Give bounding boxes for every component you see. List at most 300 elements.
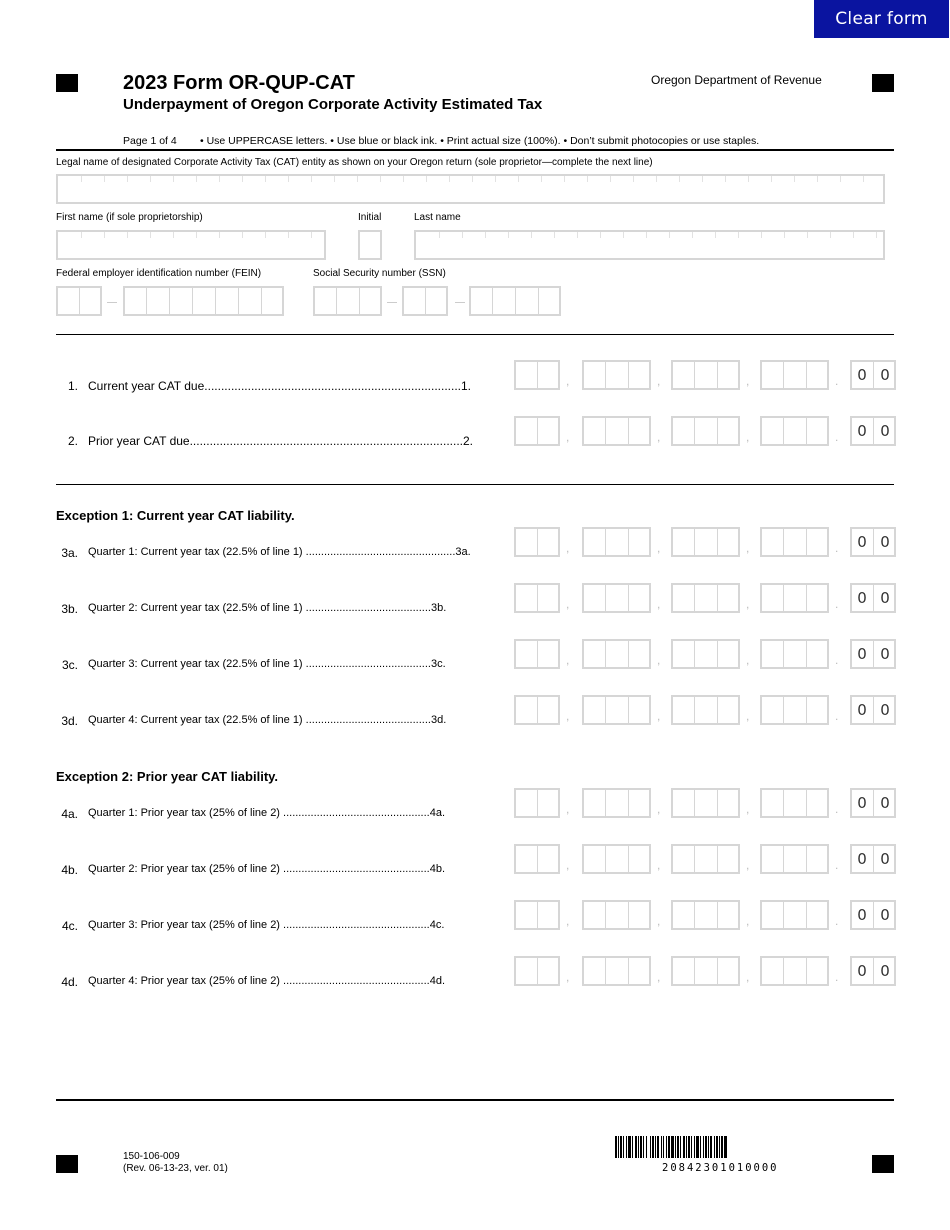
field-tick xyxy=(288,176,289,182)
thousands-separator: , xyxy=(657,802,661,816)
barcode-bar xyxy=(703,1136,704,1158)
digit-separator xyxy=(537,697,538,723)
barcode-bar xyxy=(680,1136,681,1158)
digit-group[interactable] xyxy=(123,286,284,316)
field-tick xyxy=(830,232,831,238)
divider xyxy=(56,334,894,335)
cents-digit: 0 xyxy=(857,366,867,384)
exception-1-heading: Exception 1: Current year CAT liability. xyxy=(56,508,295,523)
amount-digit-group[interactable] xyxy=(760,583,829,613)
amount-cents xyxy=(850,695,896,725)
amount-cents xyxy=(850,360,896,390)
barcode-bar xyxy=(700,1136,701,1158)
field-tick xyxy=(646,232,647,238)
legal-name-label: Legal name of designated Corporate Activity Tax (CAT) entity as shown on your Oregon return (sole proprietor—complete the next line) xyxy=(56,157,653,168)
barcode-bar xyxy=(623,1136,624,1158)
amount-digit-group[interactable] xyxy=(671,360,740,390)
thousands-separator: , xyxy=(657,970,661,984)
line-2-label: Prior year CAT due..................................................................................2. xyxy=(88,434,473,448)
amount-digit-group[interactable] xyxy=(582,639,651,669)
amount-digit-group[interactable] xyxy=(760,695,829,725)
digit-separator xyxy=(605,846,606,872)
digit-group[interactable] xyxy=(402,286,448,316)
line-3b-number: 3b. xyxy=(61,602,78,616)
amount-digit-group[interactable] xyxy=(671,695,740,725)
amount-cents xyxy=(850,956,896,986)
form-number: 150-106-009 xyxy=(123,1151,180,1162)
field-tick xyxy=(242,232,243,238)
digit-separator xyxy=(717,418,718,444)
field-tick xyxy=(531,232,532,238)
line-3a-number: 3a. xyxy=(61,546,78,560)
ssn-label: Social Security number (SSN) xyxy=(313,268,446,279)
digit-separator xyxy=(783,697,784,723)
clear-form-button[interactable]: Clear form xyxy=(814,0,949,38)
thousands-separator: , xyxy=(657,653,661,667)
field-tick xyxy=(150,176,151,182)
field-tick xyxy=(564,176,565,182)
line-4b-label: Quarter 2: Prior year tax (25% of line 2) ................................................4b. xyxy=(88,863,446,875)
divider xyxy=(56,484,894,485)
digit-separator xyxy=(806,697,807,723)
barcode-bar xyxy=(657,1136,659,1158)
digit-separator xyxy=(873,958,874,984)
barcode-bar xyxy=(646,1136,647,1158)
field-tick xyxy=(508,232,509,238)
field-tick xyxy=(127,176,128,182)
field-tick xyxy=(196,176,197,182)
digit-group[interactable] xyxy=(56,286,102,316)
line-2-number: 2. xyxy=(67,434,78,448)
digit-separator xyxy=(717,585,718,611)
field-tick xyxy=(485,232,486,238)
fein-label: Federal employer identification number (FEIN) xyxy=(56,268,262,279)
digit-separator xyxy=(806,418,807,444)
field-tick xyxy=(633,176,634,182)
amount-digit-group[interactable] xyxy=(582,527,651,557)
barcode-bar xyxy=(640,1136,642,1158)
digit-separator xyxy=(192,288,193,314)
cents-digit: 0 xyxy=(857,850,867,868)
field-tick xyxy=(669,232,670,238)
amount-digit-group[interactable] xyxy=(582,360,651,390)
field-tick xyxy=(541,176,542,182)
thousands-separator: , xyxy=(746,709,750,723)
amount-digit-group[interactable] xyxy=(582,844,651,874)
amount-digit-group[interactable] xyxy=(582,788,651,818)
field-tick xyxy=(439,232,440,238)
digit-separator xyxy=(605,790,606,816)
amount-cents xyxy=(850,900,896,930)
cents-digit: 0 xyxy=(880,533,890,551)
amount-cents xyxy=(850,583,896,613)
digit-separator xyxy=(605,529,606,555)
divider xyxy=(56,149,894,151)
thousands-separator: , xyxy=(746,802,750,816)
digit-separator xyxy=(694,418,695,444)
digit-separator xyxy=(261,288,262,314)
field-tick xyxy=(311,232,312,238)
field-tick xyxy=(495,176,496,182)
amount-cents xyxy=(850,416,896,446)
digit-separator xyxy=(694,958,695,984)
digit-separator xyxy=(783,958,784,984)
amount-digit-group[interactable] xyxy=(514,788,560,818)
field-tick xyxy=(196,232,197,238)
barcode-bar xyxy=(615,1136,617,1158)
digit-separator xyxy=(873,362,874,388)
digit-separator xyxy=(783,585,784,611)
amount-digit-group[interactable] xyxy=(514,360,560,390)
field-tick xyxy=(863,176,864,182)
line-1-label: Current year CAT due.............................................................................1. xyxy=(88,379,471,393)
digit-separator xyxy=(873,846,874,872)
initial-label: Initial xyxy=(358,212,382,223)
field-tick xyxy=(472,176,473,182)
barcode-bar xyxy=(683,1136,685,1158)
barcode-bar xyxy=(652,1136,654,1158)
barcode-bar xyxy=(626,1136,627,1158)
cents-digit: 0 xyxy=(857,533,867,551)
digit-separator xyxy=(79,288,80,314)
field-tick xyxy=(518,176,519,182)
amount-digit-group[interactable] xyxy=(760,639,829,669)
field-tick xyxy=(784,232,785,238)
field-tick xyxy=(127,232,128,238)
field-tick xyxy=(242,176,243,182)
barcode-bar xyxy=(694,1136,695,1158)
barcode-bar xyxy=(635,1136,637,1158)
digit-separator xyxy=(873,585,874,611)
amount-digit-group[interactable] xyxy=(760,527,829,557)
line-4a-number: 4a. xyxy=(61,807,78,821)
thousands-separator: , xyxy=(746,653,750,667)
field-tick xyxy=(219,232,220,238)
form-revision: (Rev. 06-13-23, ver. 01) xyxy=(123,1163,228,1174)
digit-separator xyxy=(694,362,695,388)
digit-separator xyxy=(806,902,807,928)
field-tick xyxy=(265,232,266,238)
amount-digit-group[interactable] xyxy=(760,900,829,930)
amount-digit-group[interactable] xyxy=(514,527,560,557)
amount-digit-group[interactable] xyxy=(514,900,560,930)
registration-mark-top-right xyxy=(872,74,894,92)
amount-digit-group[interactable] xyxy=(582,900,651,930)
barcode-bar xyxy=(716,1136,718,1158)
field-tick xyxy=(679,176,680,182)
amount-digit-group[interactable] xyxy=(671,844,740,874)
digit-separator xyxy=(717,846,718,872)
page-info: Page 1 of 4 xyxy=(123,135,177,147)
amount-digit-group[interactable] xyxy=(514,416,560,446)
digit-separator xyxy=(806,585,807,611)
field-tick xyxy=(173,176,174,182)
digit-separator xyxy=(717,902,718,928)
cents-digit: 0 xyxy=(880,701,890,719)
digit-group[interactable] xyxy=(313,286,382,316)
barcode-bar xyxy=(671,1136,674,1158)
dash xyxy=(107,302,117,303)
digit-separator xyxy=(628,790,629,816)
thousands-separator: , xyxy=(657,709,661,723)
initial-field[interactable] xyxy=(358,230,382,260)
digit-separator xyxy=(537,362,538,388)
digit-separator xyxy=(717,790,718,816)
digit-separator xyxy=(537,846,538,872)
field-tick xyxy=(876,232,877,238)
dash xyxy=(455,302,465,303)
digit-group[interactable] xyxy=(469,286,561,316)
amount-digit-group[interactable] xyxy=(514,583,560,613)
amount-digit-group[interactable] xyxy=(671,416,740,446)
amount-digit-group[interactable] xyxy=(760,844,829,874)
dash xyxy=(387,302,397,303)
thousands-separator: , xyxy=(566,374,570,388)
field-tick xyxy=(104,176,105,182)
amount-digit-group[interactable] xyxy=(760,360,829,390)
digit-separator xyxy=(628,958,629,984)
field-tick xyxy=(748,176,749,182)
thousands-separator: , xyxy=(746,858,750,872)
digit-separator xyxy=(605,958,606,984)
amount-digit-group[interactable] xyxy=(582,416,651,446)
amount-digit-group[interactable] xyxy=(671,583,740,613)
thousands-separator: , xyxy=(657,597,661,611)
barcode-bar xyxy=(688,1136,690,1158)
digit-separator xyxy=(425,288,426,314)
line-1-number: 1. xyxy=(67,379,78,393)
digit-separator xyxy=(694,902,695,928)
thousands-separator: , xyxy=(566,802,570,816)
field-tick xyxy=(311,176,312,182)
registration-mark-top-left xyxy=(56,74,78,92)
barcode-bar xyxy=(668,1136,670,1158)
amount-digit-group[interactable] xyxy=(760,956,829,986)
field-tick xyxy=(265,176,266,182)
field-tick xyxy=(853,232,854,238)
barcode-bar xyxy=(708,1136,709,1158)
divider xyxy=(56,1099,894,1101)
agency-name: Oregon Department of Revenue xyxy=(651,73,822,87)
digit-separator xyxy=(694,529,695,555)
barcode-bar xyxy=(628,1136,631,1158)
digit-separator xyxy=(169,288,170,314)
last-name-label: Last name xyxy=(414,212,461,223)
thousands-separator: , xyxy=(657,430,661,444)
digit-separator xyxy=(537,418,538,444)
thousands-separator: , xyxy=(657,914,661,928)
cents-digit: 0 xyxy=(857,962,867,980)
digit-separator xyxy=(783,362,784,388)
digit-separator xyxy=(783,846,784,872)
thousands-separator: , xyxy=(657,374,661,388)
field-tick xyxy=(587,176,588,182)
digit-separator xyxy=(806,362,807,388)
barcode-bar xyxy=(666,1136,667,1158)
legal-name-field[interactable] xyxy=(56,174,885,204)
cents-digit: 0 xyxy=(880,645,890,663)
thousands-separator: , xyxy=(657,858,661,872)
digit-separator xyxy=(806,790,807,816)
digit-separator xyxy=(628,585,629,611)
digit-separator xyxy=(717,362,718,388)
digit-separator xyxy=(537,958,538,984)
field-tick xyxy=(462,232,463,238)
cents-digit: 0 xyxy=(880,366,890,384)
amount-cents xyxy=(850,639,896,669)
digit-separator xyxy=(806,641,807,667)
registration-mark-bottom-right xyxy=(872,1155,894,1173)
cents-digit: 0 xyxy=(880,962,890,980)
line-4d-label: Quarter 4: Prior year tax (25% of line 2) ................................................4d. xyxy=(88,975,446,987)
form-title: 2023 Form OR-QUP-CAT xyxy=(123,72,355,94)
amount-digit-group[interactable] xyxy=(671,639,740,669)
amount-digit-group[interactable] xyxy=(760,416,829,446)
amount-cents xyxy=(850,844,896,874)
cents-digit: 0 xyxy=(857,701,867,719)
line-4c-number: 4c. xyxy=(61,919,78,933)
amount-digit-group[interactable] xyxy=(582,695,651,725)
digit-separator xyxy=(717,529,718,555)
digit-separator xyxy=(628,529,629,555)
field-tick xyxy=(761,232,762,238)
first-name-label: First name (if sole proprietorship) xyxy=(56,212,203,223)
decimal-point: . xyxy=(835,858,839,872)
field-tick xyxy=(715,232,716,238)
thousands-separator: , xyxy=(566,541,570,555)
digit-separator xyxy=(717,958,718,984)
amount-digit-group[interactable] xyxy=(760,788,829,818)
first-name-field[interactable] xyxy=(56,230,326,260)
thousands-separator: , xyxy=(566,970,570,984)
digit-separator xyxy=(873,902,874,928)
digit-separator xyxy=(605,641,606,667)
digit-separator xyxy=(537,529,538,555)
cents-digit: 0 xyxy=(857,794,867,812)
amount-digit-group[interactable] xyxy=(514,956,560,986)
amount-digit-group[interactable] xyxy=(671,788,740,818)
thousands-separator: , xyxy=(657,541,661,555)
amount-digit-group[interactable] xyxy=(671,527,740,557)
decimal-point: . xyxy=(835,653,839,667)
amount-digit-group[interactable] xyxy=(514,695,560,725)
cents-digit: 0 xyxy=(857,645,867,663)
thousands-separator: , xyxy=(746,541,750,555)
field-tick xyxy=(288,232,289,238)
digit-separator xyxy=(628,641,629,667)
digit-separator xyxy=(537,641,538,667)
field-tick xyxy=(577,232,578,238)
barcode-bar xyxy=(724,1136,727,1158)
barcode-bar xyxy=(677,1136,679,1158)
digit-separator xyxy=(515,288,516,314)
amount-digit-group[interactable] xyxy=(671,956,740,986)
field-tick xyxy=(173,232,174,238)
digit-separator xyxy=(783,641,784,667)
digit-separator xyxy=(537,790,538,816)
barcode-bar xyxy=(632,1136,633,1158)
digit-separator xyxy=(605,902,606,928)
thousands-separator: , xyxy=(746,914,750,928)
line-4a-label: Quarter 1: Prior year tax (25% of line 2) ................................................4a. xyxy=(88,807,446,819)
amount-digit-group[interactable] xyxy=(582,956,651,986)
amount-digit-group[interactable] xyxy=(514,639,560,669)
field-tick xyxy=(600,232,601,238)
digit-separator xyxy=(783,790,784,816)
digit-separator xyxy=(359,288,360,314)
decimal-point: . xyxy=(835,914,839,928)
digit-separator xyxy=(873,418,874,444)
digit-separator xyxy=(628,362,629,388)
amount-digit-group[interactable] xyxy=(582,583,651,613)
barcode-bar xyxy=(643,1136,644,1158)
field-tick xyxy=(807,232,808,238)
amount-digit-group[interactable] xyxy=(514,844,560,874)
thousands-separator: , xyxy=(566,430,570,444)
barcode-bar xyxy=(696,1136,699,1158)
line-3d-label: Quarter 4: Current year tax (22.5% of line 1) .........................................3d. xyxy=(88,714,447,726)
digit-separator xyxy=(873,529,874,555)
digit-separator xyxy=(537,902,538,928)
field-tick xyxy=(817,176,818,182)
field-tick xyxy=(426,176,427,182)
digit-separator xyxy=(783,529,784,555)
line-3c-label: Quarter 3: Current year tax (22.5% of line 1) .........................................3c. xyxy=(88,658,446,670)
decimal-point: . xyxy=(835,802,839,816)
cents-digit: 0 xyxy=(880,589,890,607)
digit-separator xyxy=(605,585,606,611)
digit-separator xyxy=(806,846,807,872)
digit-separator xyxy=(717,697,718,723)
barcode-bar xyxy=(686,1136,687,1158)
field-tick xyxy=(554,232,555,238)
amount-digit-group[interactable] xyxy=(671,900,740,930)
thousands-separator: , xyxy=(566,858,570,872)
digit-separator xyxy=(717,641,718,667)
thousands-separator: , xyxy=(746,970,750,984)
digit-separator xyxy=(694,790,695,816)
last-name-field[interactable] xyxy=(414,230,885,260)
exception-2-heading: Exception 2: Prior year CAT liability. xyxy=(56,769,279,784)
field-tick xyxy=(81,176,82,182)
field-tick xyxy=(219,176,220,182)
barcode-bar xyxy=(618,1136,619,1158)
digit-separator xyxy=(146,288,147,314)
barcode-bar xyxy=(650,1136,651,1158)
digit-separator xyxy=(215,288,216,314)
digit-separator xyxy=(605,362,606,388)
barcode-bar xyxy=(710,1136,712,1158)
barcode-bar xyxy=(721,1136,723,1158)
field-tick xyxy=(771,176,772,182)
line-4d-number: 4d. xyxy=(61,975,78,989)
barcode-bar xyxy=(691,1136,692,1158)
digit-separator xyxy=(783,418,784,444)
amount-cents xyxy=(850,788,896,818)
barcode-bar xyxy=(714,1136,715,1158)
field-tick xyxy=(104,232,105,238)
thousands-separator: , xyxy=(566,653,570,667)
cents-digit: 0 xyxy=(880,850,890,868)
digit-separator xyxy=(806,958,807,984)
digit-separator xyxy=(694,641,695,667)
instructions: • Use UPPERCASE letters. • Use blue or black ink. • Print actual size (100%). • Don’t submit photocopies or use staples. xyxy=(200,135,760,147)
decimal-point: . xyxy=(835,374,839,388)
thousands-separator: , xyxy=(746,597,750,611)
barcode-bar xyxy=(705,1136,707,1158)
field-tick xyxy=(334,176,335,182)
cents-digit: 0 xyxy=(857,589,867,607)
